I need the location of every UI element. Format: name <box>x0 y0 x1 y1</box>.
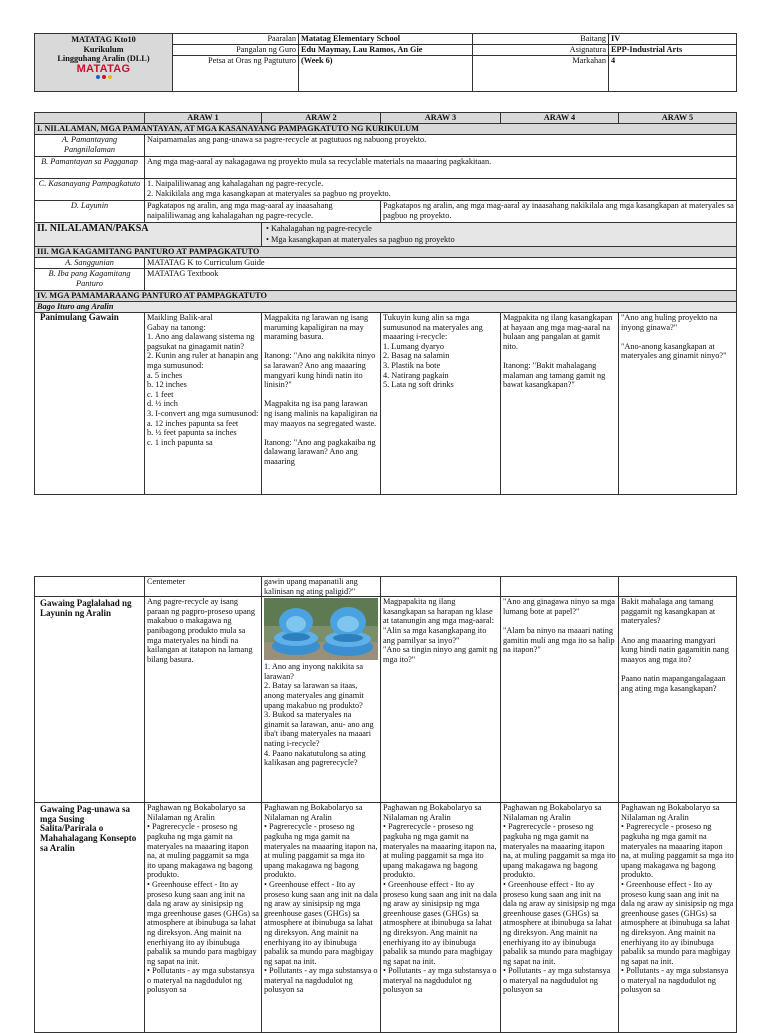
panimula-day-5: "Ano ang huling proyekto na inyong ginawa?" "Ano-anong kasangkapan at materyales ang ginamit ninyo?" <box>619 313 737 495</box>
school-value: Matatag Elementary School <box>299 34 473 45</box>
section-2-items: • Kahalagahan ng pagre-recycle • Mga kasangkapan at materyales sa pagbuo ng proyekto <box>262 223 737 247</box>
paglalahad-day-2: 1. Ano ang inyong nakikita sa larawan? 2. Batay sa larawan sa itaas, anong materyales ang ginamit upang makabuo ng produkto? 3. Bukod sa materyales na ginamit sa larawan, anu- ano ang iba't ibang materyales na maaari nating i-recycle? 4. Paano nakatutulong sa ating kalikasan ang pagrerecycle? <box>264 662 374 768</box>
day-3-header: ARAW 3 <box>381 113 501 124</box>
date-value: (Week 6) <box>299 56 473 92</box>
paglalahad-day-4: "Ano ang ginagawa ninyo sa mga lumang bote at papel?" "Alam ba ninyo na maaari nating gamitin muli ang mga ito sa halip na itapon?" <box>501 597 619 803</box>
other-materials-value: MATATAG Textbook <box>145 269 737 291</box>
teacher-label: Pangalan ng Guro <box>173 45 299 56</box>
objective-value-2: Pagkatapos ng aralin, ang mga mag-aaral ay inaasahang nakikilala ang mga kasangkapan at materyales sa pagbuo ng proyekto. <box>381 201 737 223</box>
cont-day-3 <box>381 577 501 597</box>
matatag-logo <box>37 62 170 80</box>
pagunawa-day-5: Paghawan ng Bokabolaryo sa Nilalaman ng Aralin • Pagrerecycle - proseso ng pagkuha ng mga gamit na materyales na maaaring itapon na, at muling paggamit sa mga ito upang makagawa ng bagong produkto. • Greenhouse effect - Ito ay proseso kung saan ang init na dala ng araw ay sinisipsip ng mga greenhouse gases (GHGs) sa atmosphere at ibinubuga sa lahat ng direksyon. Ang mainit na enerhiyang ito ay ibinubuga pabalik sa mundo para magbigay ng sapat na init. • Pollutants - ay mga substansya o materyal na nagdudulot ng polusyon sa <box>619 803 737 1033</box>
panimula-day-2: Magpakita ng larawan ng isang maruming kapaligiran na may maraming basura. Itanong: "Ano ang nakikita ninyo sa larawan? Ano ang maaaring mangyari kung hindi natin ito linisin?" Magpakita ng isa pang larawan ng isang malinis na kapaligiran na may maayos na segregated waste. Itanong: "Ano ang pagkakaiba ng dalawang larawan? Ano ang maaaring <box>262 313 381 495</box>
section-4-subtitle: Bago Ituro ang Aralin <box>35 302 737 313</box>
grade-value: IV <box>609 34 737 45</box>
section-1-title: I. NILALAMAN, MGA PAMANTAYAN, AT MGA KASANAYANG PAMPAGKATUTO NG KURIKULUM <box>35 124 737 135</box>
panimula-day-1: Maikling Balik-aral Gabay na tanong: 1. Ano ang dalawang sistema ng pagsukat na ginagamit natin? 2. Kunin ang ruler at hanapin ang mga sumusunod: a. 5 inches b. 12 inches c. 1 feet d. ½ inch 3. I-convert ang mga sumusunod: a. 12 inches papunta sa feet b. ½ feet papunta sa inches c. 1 inch papunta sa <box>145 313 262 495</box>
other-materials-label: B. Iba pang Kagamitang Panturo <box>35 269 145 291</box>
day-2-header: ARAW 2 <box>262 113 381 124</box>
day-5-header: ARAW 5 <box>619 113 737 124</box>
reference-value: MATATAG K to Curriculum Guide <box>145 258 737 269</box>
section-4-title: IV. MGA PAMAMARAANG PANTURO AT PAMPAGKATUTO <box>35 291 737 302</box>
pagunawa-day-3: Paghawan ng Bokabolaryo sa Nilalaman ng Aralin • Pagrerecycle - proseso ng pagkuha ng mga gamit na materyales na maaaring itapon na, at muling paggamit sa mga ito upang makagawa ng bagong produkto. • Greenhouse effect - Ito ay proseso kung saan ang init na dala ng araw ay sinisipsip ng mga greenhouse gases (GHGs) sa atmosphere at ibinubuga sa lahat ng direksyon. Ang mainit na enerhiyang ito ay ibinubuga pabalik sa mundo para magbigay ng sapat na init. • Pollutants - ay mga substansya o materyal na nagdudulot ng polusyon sa <box>381 803 501 1033</box>
paglalahad-day-3: Magpapakita ng ilang kasangkapan sa harapan ng klase at tatanungin ang mga mag-aaral: "Alin sa mga kasangkapang ito ang pamilyar sa inyo?" "Ano sa tingin ninyo ang gamit ng mga ito?" <box>381 597 501 803</box>
cont-day-4 <box>501 577 619 597</box>
date-label: Petsa at Oras ng Pagtuturo <box>173 56 299 92</box>
reference-label: A. Sanggunian <box>35 258 145 269</box>
objective-value-1: Pagkatapos ng aralin, ang mga mag-aaral ay inaasahang naipaliliwanag ang kahalagahan ng pagre-recycle. <box>145 201 381 223</box>
quarter-label: Markahan <box>473 56 609 92</box>
paglalahad-label: Gawaing Paglalahad ng Layunin ng Aralin <box>35 597 145 803</box>
section-3-title: III. MGA KAGAMITANG PANTURO AT PAMPAGKATUTO <box>35 247 737 258</box>
performance-standard-value: Ang mga mag-aaral ay nakagagawa ng proyekto mula sa recyclable materials na maaaring pagkakitaan. <box>145 157 737 179</box>
subject-label: Asignatura <box>473 45 609 56</box>
day-4-header: ARAW 4 <box>501 113 619 124</box>
day-1-header: ARAW 1 <box>145 113 262 124</box>
pagunawa-day-4: Paghawan ng Bokabolaryo sa Nilalaman ng Aralin • Pagrerecycle - proseso ng pagkuha ng mga gamit na materyales na maaaring itapon na, at muling paggamit sa mga ito upang makagawa ng bagong produkto. • Greenhouse effect - Ito ay proseso kung saan ang init na dala ng araw ay sinisipsip ng mga greenhouse gases (GHGs) sa atmosphere at ibinubuga sa lahat ng direksyon. Ang mainit na enerhiyang ito ay ibinubuga pabalik sa mundo para magbigay ng sapat na init. • Pollutants - ay mga substansya o materyal na nagdudulot ng polusyon sa <box>501 803 619 1033</box>
objective-label: D. Layunin <box>35 201 145 223</box>
cont-day-2: gawin upang mapanatili ang kalinisan ng ating paligid?" <box>262 577 381 597</box>
performance-standard-label: B. Pamantayan sa Pagganap <box>35 157 145 179</box>
content-standard-label: A. Pamantayang Pangnilalaman <box>35 135 145 157</box>
matatag-logo-text: MATATAG <box>76 62 131 75</box>
content-standard-value: Naipamamalas ang pang-unawa sa pagre-recycle at pagtutuos ng nabuong proyekto. <box>145 135 737 157</box>
dll-title: MATATAG Kto10 Kurikulum Lingguhang Aralin (DLL) <box>57 35 150 64</box>
competency-label: C. Kasanayang Pampagkatuto <box>35 179 145 201</box>
recycled-tire-chairs-image <box>264 598 378 660</box>
pagunawa-label: Gawaing Pag-unawa sa mga Susing Salita/Parirala o Mahahalagang Konsepto sa Aralin <box>35 803 145 1033</box>
continued-label-cell <box>35 577 145 597</box>
competency-value: 1. Naipaliliwanag ang kahalagahan ng pagre-recycle. 2. Nakikilala ang mga kasangkapan at materyales sa pagbuo ng proyekto. <box>145 179 737 201</box>
paglalahad-day-5: Bakit mahalaga ang tamang paggamit ng kasangkapan at materyales? Ano ang maaaring mangyari kung hindi natin gagamitin nang maayos ang mga ito? Paano natin mapangangalagaan ang ating mga kasangkapan? <box>619 597 737 803</box>
logo-emblem-icon <box>37 74 170 79</box>
panimula-day-4: Magpakita ng ilang kasangkapan at hayaan ang mga mag-aaral na hulaan ang pangalan at gamit nito. Itanong: "Bakit mahalagang malaman ang tamang gamit ng bawat kasangkapan?" <box>501 313 619 495</box>
subject-value: EPP-Industrial Arts <box>609 45 737 56</box>
school-label: Paaralan <box>173 34 299 45</box>
cont-day-5 <box>619 577 737 597</box>
lesson-table-page-2 <box>34 576 737 1033</box>
header-table <box>34 33 737 92</box>
pagunawa-day-2: Paghawan ng Bokabolaryo sa Nilalaman ng Aralin • Pagrerecycle - proseso ng pagkuha ng mga gamit na materyales na maaaring itapon na, at muling paggamit sa mga ito upang makagawa ng bagong produkto. • Greenhouse effect - Ito ay proseso kung saan ang init na dala ng araw ay sinisipsip ng mga greenhouse gases (GHGs) sa atmosphere at ibinubuga sa lahat ng direksyon. Ang mainit na enerhiyang ito ay ibinubuga pabalik sa mundo para magbigay ng sapat na init. • Pollutants - ay mga substansya o materyal na nagdudulot ng polusyon sa <box>262 803 381 1033</box>
quarter-value: 4 <box>609 56 737 92</box>
dll-title-cell <box>35 34 173 92</box>
paglalahad-day-1: Ang pagre-recycle ay isang paraan ng pagpro-proseso upang makabuo o makagawa ng panibagong produkto mula sa mga materyales na hindi na kailangan at itatapon na lamang bilang basura. <box>145 597 262 803</box>
panimula-day-3: Tukuyin kung alin sa mga sumusunod na materyales ang maaaring i-recycle: 1. Lumang dyaryo 2. Basag na salamin 3. Plastik na bote 4. Natirang pagkain 5. Lata ng soft drinks <box>381 313 501 495</box>
cont-day-1: Centemeter <box>145 577 262 597</box>
panimula-label: Panimulang Gawain <box>35 313 145 495</box>
days-header-row <box>35 113 737 124</box>
section-2-title: II. NILALAMAN/PAKSA <box>35 223 262 247</box>
lesson-table <box>34 112 737 495</box>
pagunawa-day-1: Paghawan ng Bokabolaryo sa Nilalaman ng Aralin • Pagrerecycle - proseso ng pagkuha ng mga gamit na materyales na maaaring itapon na, at muling paggamit sa mga ito upang makagawa ng bagong produkto. • Greenhouse effect - Ito ay proseso kung saan ang init na dala ng araw ay sinisipsip ng mga greenhouse gases (GHGs) sa atmosphere at ibinubuga sa lahat ng direksyon. Ang mainit na enerhiyang ito ay ibinubuga pabalik sa mundo para magbigay ng sapat na init. • Pollutants - ay mga substansya o materyal na nagdudulot ng polusyon sa <box>145 803 262 1033</box>
grade-label: Baitang <box>473 34 609 45</box>
teacher-value: Edu Maymay, Lau Ramos, An Gie <box>299 45 473 56</box>
paglalahad-day-2-cell <box>262 597 381 803</box>
